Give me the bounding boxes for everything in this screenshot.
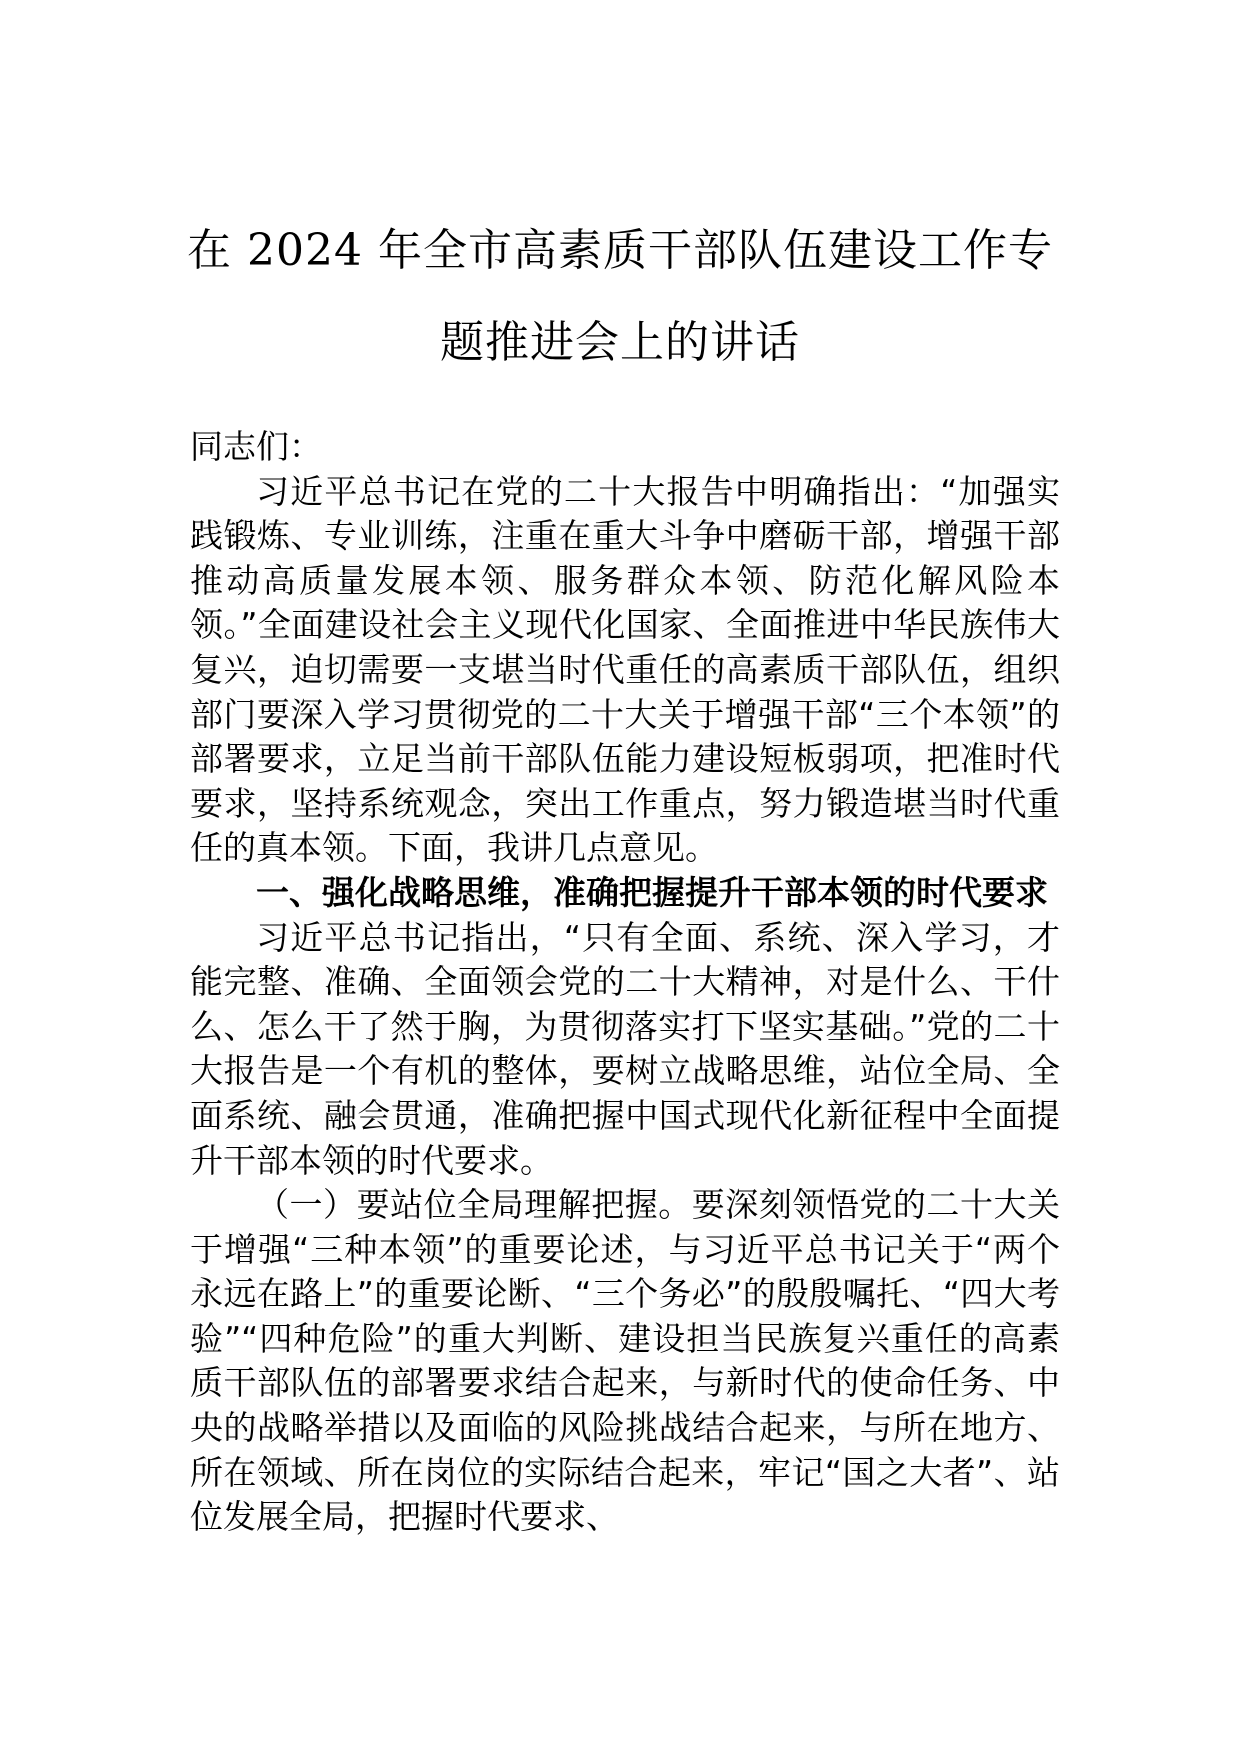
title-line-1: 在 2024 年全市高素质干部队伍建设工作专: [187, 225, 1053, 276]
document-title: [150, 205, 1090, 389]
paragraph-subsection-1: （一）要站位全局理解把握。要深刻领悟党的二十大关于增强“三种本领”的重要论述，与习近平总书记关于“两个永远在路上”的重要论断、“三个务必”的殷殷嘱托、“四大考验”“四种危险”的重大判断、建设担当民族复兴重任的高素质干部队伍的部署要求结合起来，与新时代的使命任务、中央的战略举措以及面临的风险挑战结合起来，与所在地方、所在领域、所在岗位的实际结合起来，牢记“国之大者”、站位发展全局，把握时代要求、: [190, 1185, 1060, 1537]
section-heading-1: 一、强化战略思维，准确把握提升干部本领的时代要求: [256, 872, 1048, 912]
paragraph-intro: 习近平总书记在党的二十大报告中明确指出：“加强实践锻炼、专业训练，注重在重大斗争中磨砺干部，增强干部推动高质量发展本领、服务群众本领、防范化解风险本领。”全面建设社会主义现代化国家、全面推进中华民族伟大复兴，迫切需要一支堪当时代重任的高素质干部队伍，组织部门要深入学习贯彻党的二十大关于增强干部“三个本领”的部署要求，立足当前干部队伍能力建设短板弱项，把准时代要求，坚持系统观念，突出工作重点，努力锻造堪当时代重任的真本领。下面，我讲几点意见。: [190, 471, 1060, 868]
paragraph-section-1: 习近平总书记指出，“只有全面、系统、深入学习，才能完整、准确、全面领会党的二十大精神，对是什么、干什么、怎么干了然于胸，为贯彻落实打下坚实基础。”党的二十大报告是一个有机的整体，要树立战略思维，站位全局、全面系统、融会贯通，准确把握中国式现代化新征程中全面提升干部本领的时代要求。: [190, 917, 1060, 1180]
salutation: 同志们：: [190, 427, 322, 466]
document-body: [190, 425, 1060, 1540]
title-line-2: 题推进会上的讲话: [440, 317, 800, 368]
